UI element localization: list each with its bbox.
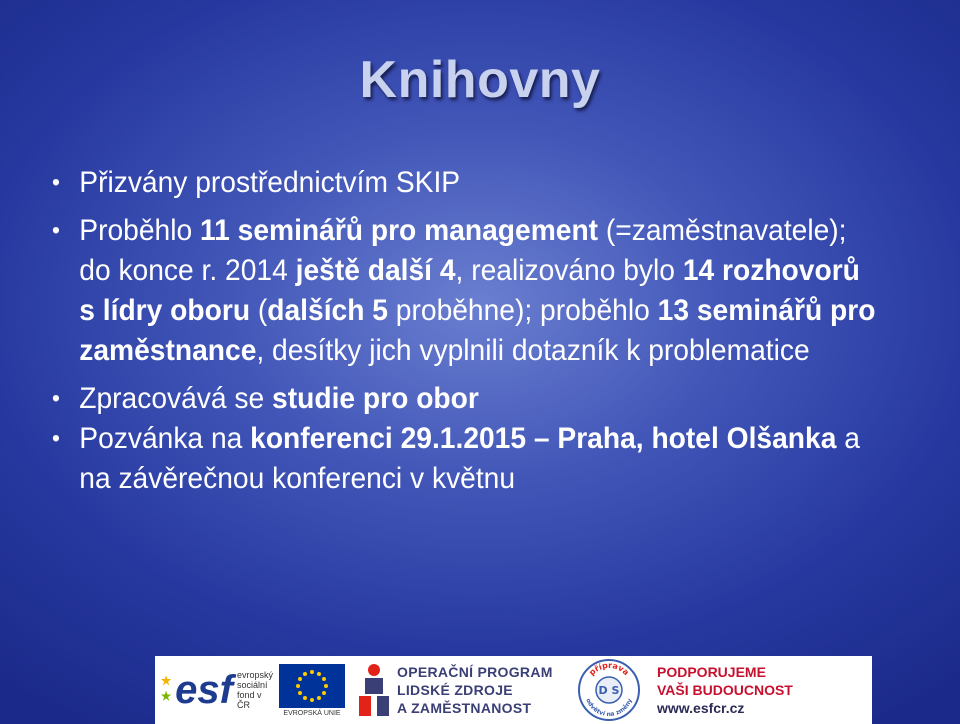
eu-flag-icon: [279, 664, 345, 708]
esf-logo: [155, 658, 273, 722]
op-people-icon: [357, 662, 391, 718]
bullet-bold-text: ještě další 4: [295, 254, 456, 287]
esf-caption-line: sociální: [236, 680, 268, 690]
bullet-text: proběhne); proběhlo: [387, 294, 658, 327]
bullet-text: (: [250, 294, 268, 327]
bullet-text: (=zaměstnavatele); do konce r. 2014: [79, 214, 847, 287]
bullet-list: [52, 163, 879, 507]
bullet-text: Zpracovává se: [79, 382, 273, 415]
bullet-item-conference: [52, 419, 879, 499]
op-lzz-logo: [351, 658, 569, 722]
bullet-dot-icon: •: [52, 169, 60, 196]
op-text-line: A ZAMĚSTNANOST: [397, 700, 532, 716]
pds-seal-logo: [569, 658, 649, 722]
eu-caption: EVROPSKÁ UNIE: [283, 709, 341, 717]
bullet-text: Proběhlo: [79, 214, 200, 247]
support-line: PODPORUJEME: [657, 664, 766, 680]
bullet-bold-text: konferenci 29.1.2015 – Praha, hotel Olšanka: [250, 422, 837, 455]
seal-bottom-text: odvětví na změny: [584, 697, 634, 719]
bullet-dot-icon: •: [52, 385, 60, 412]
esf-caption: [237, 670, 273, 710]
esf-caption-line: evropský: [236, 670, 273, 680]
seal-icon: [577, 658, 641, 722]
support-logo: [649, 658, 872, 722]
esf-caption-line: fond v ČR: [236, 690, 262, 710]
support-url: www.esfcr.cz: [657, 700, 745, 716]
op-text-line: OPERAČNÍ PROGRAM: [397, 664, 553, 680]
bullet-text: Pozvánka na: [79, 422, 251, 455]
bullet-text: , realizováno bylo: [455, 254, 683, 287]
op-text: [397, 663, 553, 717]
bullet-bold-text: studie pro obor: [272, 382, 479, 415]
bullet-item-skip: [52, 163, 879, 203]
bullet-bold-text: dalších 5: [267, 294, 388, 327]
esf-stars-icon: [159, 665, 173, 715]
bullet-item-study: [52, 379, 879, 419]
bullet-dot-icon: •: [52, 425, 60, 452]
eu-logo: [273, 658, 351, 722]
op-text-line: LIDSKÉ ZDROJE: [397, 682, 513, 698]
bullet-text: , desítky jich vyplnili dotazník k problematice: [256, 334, 810, 367]
esf-logo-text: esf: [175, 668, 233, 712]
bullet-bold-text: 13 seminářů pro zaměstnance: [79, 294, 876, 367]
slide-title: Knihovny: [359, 51, 601, 109]
footer-logo-strip: [155, 656, 872, 724]
bullet-text: Přizvány prostřednictvím SKIP: [79, 166, 461, 199]
bullet-bold-text: 14 rozhovorů s lídry oboru: [79, 254, 860, 327]
bullet-item-seminars: [52, 211, 879, 371]
support-line: VAŠI BUDOUCNOST: [657, 682, 793, 698]
bullet-dot-icon: •: [52, 217, 60, 244]
bullet-bold-text: 11 seminářů pro management: [199, 214, 599, 247]
seal-top-text: příprava: [587, 660, 631, 678]
bullet-text: a na závěrečnou konferenci v květnu: [79, 422, 860, 495]
seal-center-text: D S: [598, 684, 620, 697]
